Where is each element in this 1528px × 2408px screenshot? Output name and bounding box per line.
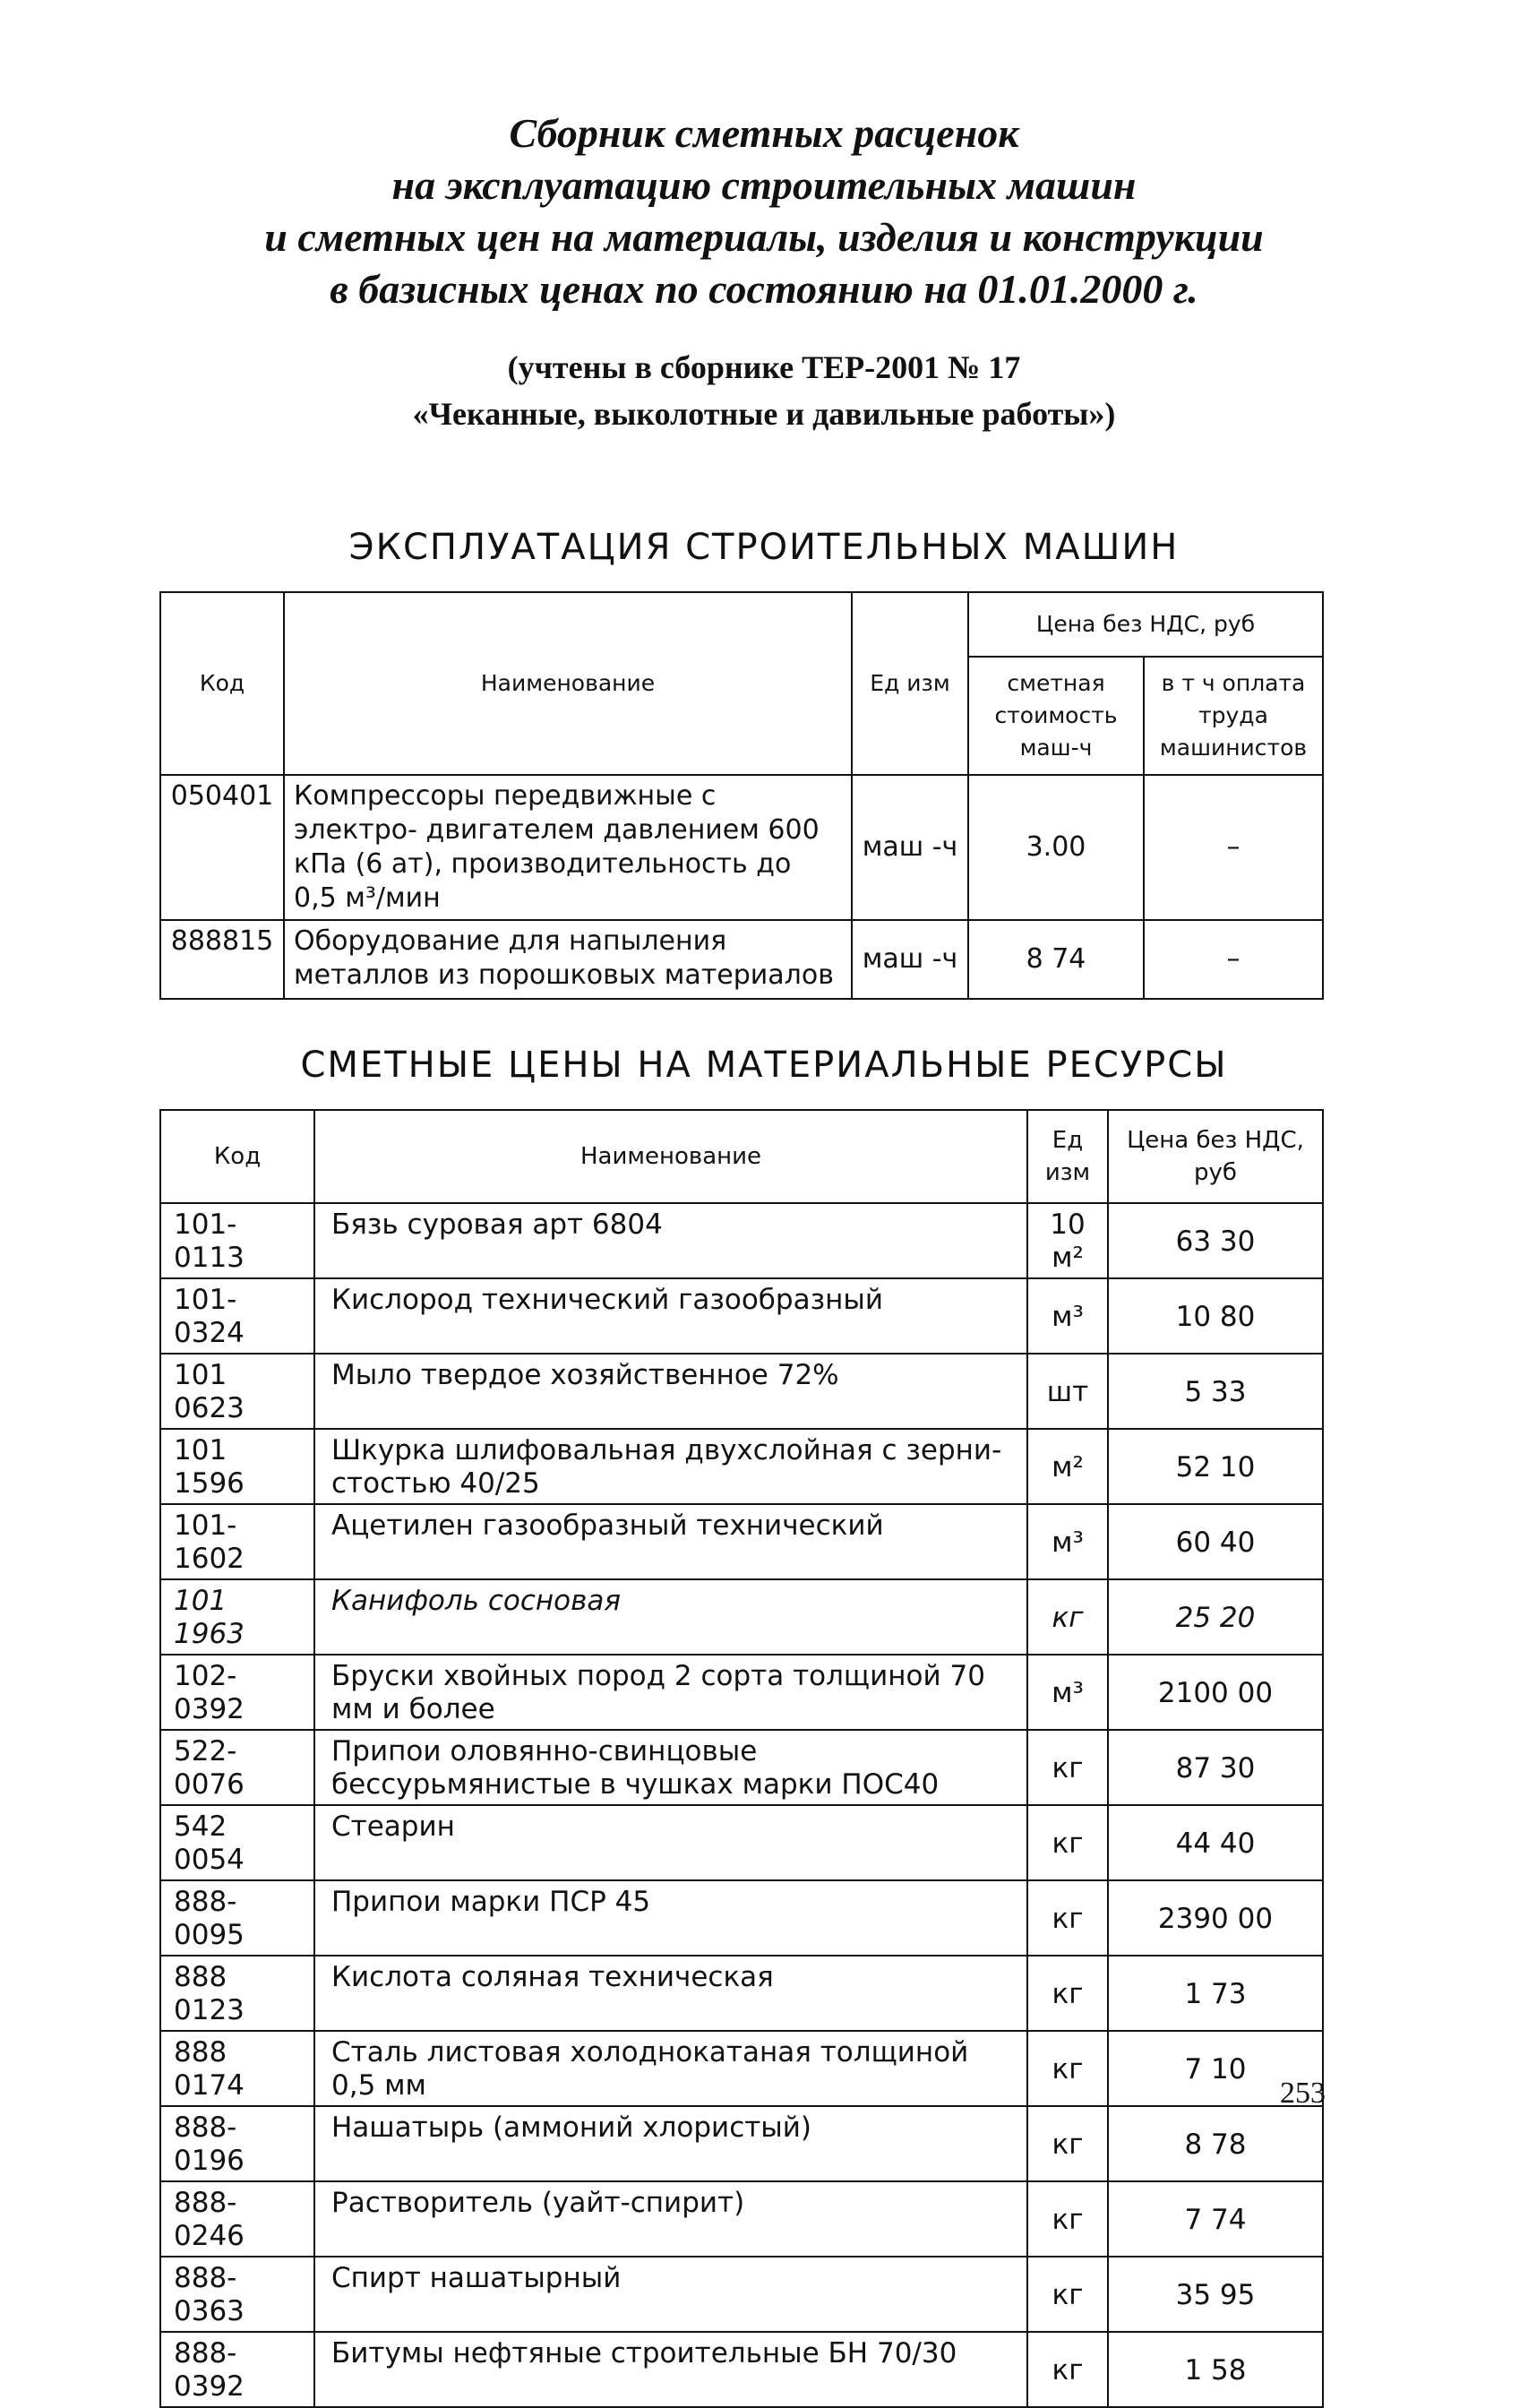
header-code: Код <box>160 1110 314 1203</box>
table-row <box>160 1655 1323 1730</box>
header-wage: в т ч оплата труда машинистов <box>1144 657 1323 775</box>
title-line: в базисных ценах по состоянию на 01.01.2000 г. <box>330 266 1198 312</box>
row-code: 101 1963 <box>160 1579 314 1655</box>
row-unit: кг <box>1027 1730 1108 1805</box>
table-row <box>160 2332 1323 2407</box>
row-code: 888-0095 <box>160 1880 314 1956</box>
row-price: 1 58 <box>1108 2332 1323 2407</box>
row-code: 102-0392 <box>160 1655 314 1730</box>
row-price: 1 73 <box>1108 1956 1323 2031</box>
title-line: Сборник сметных расценок <box>509 110 1019 156</box>
row-code: 542 0054 <box>160 1805 314 1880</box>
row-name: Битумы нефтяные строительные БН 70/30 <box>314 2332 1027 2407</box>
header-cost: сметная стоимость маш-ч <box>968 657 1144 775</box>
row-name: Бязь суровая арт 6804 <box>314 1203 1027 1278</box>
row-unit: м³ <box>1027 1278 1108 1354</box>
materials-heading: СМЕТНЫЕ ЦЕНЫ НА МАТЕРИАЛЬНЫЕ РЕСУРСЫ <box>300 1045 1228 1086</box>
row-name: Растворитель (уайт-спирит) <box>314 2181 1027 2257</box>
row-name: Ацетилен газообразный технический <box>314 1504 1027 1579</box>
row-unit: кг <box>1027 2181 1108 2257</box>
table-row <box>160 2031 1323 2106</box>
header-unit: Ед изм <box>852 592 968 775</box>
row-unit: м³ <box>1027 1504 1108 1579</box>
row-code: 101 1596 <box>160 1429 314 1504</box>
table-row <box>160 1579 1323 1655</box>
row-code: 888-0196 <box>160 2106 314 2181</box>
row-unit: маш -ч <box>852 775 968 920</box>
row-name: Сталь листовая холоднокатаная толщиной 0,5 мм <box>314 2031 1027 2106</box>
table-row <box>160 920 1323 999</box>
row-name: Канифоль сосновая <box>314 1579 1027 1655</box>
row-name: Оборудование для напыления металлов из порошковых материалов <box>284 920 852 999</box>
row-name: Кислота соляная техническая <box>314 1956 1027 2031</box>
row-unit: кг <box>1027 1956 1108 2031</box>
machines-table <box>159 591 1324 1000</box>
row-code: 050401 <box>160 775 284 920</box>
row-price: 35 95 <box>1108 2257 1323 2332</box>
document-title <box>0 108 1528 315</box>
row-unit: м³ <box>1027 1655 1108 1730</box>
row-unit: м² <box>1027 1429 1108 1504</box>
row-wage: – <box>1144 920 1323 999</box>
row-unit: маш -ч <box>852 920 968 999</box>
row-unit: кг <box>1027 2332 1108 2407</box>
subtitle-line: «Чеканные, выколотные и давильные работы») <box>412 396 1116 432</box>
row-code: 101-1602 <box>160 1504 314 1579</box>
row-price: 63 30 <box>1108 1203 1323 1278</box>
header-name: Наименование <box>314 1110 1027 1203</box>
row-unit: 10 м² <box>1027 1203 1108 1278</box>
header-name: Наименование <box>284 592 852 775</box>
table-row <box>160 1504 1323 1579</box>
row-unit: кг <box>1027 1579 1108 1655</box>
row-name: Мыло твердое хозяйственное 72% <box>314 1354 1027 1429</box>
title-line: на эксплуатацию строительных машин <box>391 162 1137 208</box>
document-subtitle <box>0 344 1528 437</box>
table-row <box>160 2106 1323 2181</box>
row-name: Кислород технический газообразный <box>314 1278 1027 1354</box>
table-row <box>160 1203 1323 1278</box>
row-price: 60 40 <box>1108 1504 1323 1579</box>
row-code: 888 0174 <box>160 2031 314 2106</box>
table-row <box>160 2181 1323 2257</box>
row-wage: – <box>1144 775 1323 920</box>
row-name: Нашатырь (аммоний хлористый) <box>314 2106 1027 2181</box>
table-row <box>160 1429 1323 1504</box>
table-row <box>160 1805 1323 1880</box>
row-unit: кг <box>1027 2257 1108 2332</box>
table-row <box>160 2257 1323 2332</box>
page-number: 253 <box>1280 2077 1326 2110</box>
row-code: 888-0246 <box>160 2181 314 2257</box>
row-price: 7 10 <box>1108 2031 1323 2106</box>
table-row <box>160 1956 1323 2031</box>
table-row <box>160 1730 1323 1805</box>
row-price: 8 78 <box>1108 2106 1323 2181</box>
row-code: 101-0113 <box>160 1203 314 1278</box>
row-price: 5 33 <box>1108 1354 1323 1429</box>
machines-heading: ЭКСПЛУАТАЦИЯ СТРОИТЕЛЬНЫХ МАШИН <box>348 527 1180 568</box>
row-unit: кг <box>1027 1805 1108 1880</box>
row-cost: 8 74 <box>968 920 1144 999</box>
row-name: Припои марки ПСР 45 <box>314 1880 1027 1956</box>
row-name: Шкурка шлифовальная двухслойная с зерни- стостью 40/25 <box>314 1429 1027 1504</box>
row-unit: кг <box>1027 2106 1108 2181</box>
row-unit: кг <box>1027 1880 1108 1956</box>
row-code: 101-0324 <box>160 1278 314 1354</box>
row-price: 2100 00 <box>1108 1655 1323 1730</box>
table-row <box>160 1354 1323 1429</box>
row-price: 10 80 <box>1108 1278 1323 1354</box>
row-name: Бруски хвойных пород 2 сорта толщиной 70 мм и более <box>314 1655 1027 1730</box>
machines-table-body <box>160 775 1323 999</box>
header-unit: Ед изм <box>1027 1110 1108 1203</box>
row-name: Припои оловянно-свинцовые бессурьмянистые в чушках марки ПОС40 <box>314 1730 1027 1805</box>
table-row <box>160 1278 1323 1354</box>
row-cost: 3.00 <box>968 775 1144 920</box>
row-code: 888815 <box>160 920 284 999</box>
header-price-group: Цена без НДС, руб <box>968 592 1323 657</box>
materials-table <box>159 1109 1324 2408</box>
row-unit: кг <box>1027 2031 1108 2106</box>
header-code: Код <box>160 592 284 775</box>
row-code: 101 0623 <box>160 1354 314 1429</box>
row-name: Стеарин <box>314 1805 1027 1880</box>
row-unit: шт <box>1027 1354 1108 1429</box>
row-price: 87 30 <box>1108 1730 1323 1805</box>
row-name: Спирт нашатырный <box>314 2257 1027 2332</box>
header-price: Цена без НДС, руб <box>1108 1110 1323 1203</box>
materials-table-body <box>160 1203 1323 2407</box>
table-row <box>160 1880 1323 1956</box>
row-price: 7 74 <box>1108 2181 1323 2257</box>
row-price: 52 10 <box>1108 1429 1323 1504</box>
row-code: 888-0392 <box>160 2332 314 2407</box>
table-row <box>160 775 1323 920</box>
row-code: 522-0076 <box>160 1730 314 1805</box>
row-price: 2390 00 <box>1108 1880 1323 1956</box>
title-line: и сметных цен на материалы, изделия и конструкции <box>264 214 1264 260</box>
row-price: 25 20 <box>1108 1579 1323 1655</box>
row-name: Компрессоры передвижные с электро- двигателем давлением 600 кПа (6 ат), производительность до 0,5 м³/мин <box>284 775 852 920</box>
row-price: 44 40 <box>1108 1805 1323 1880</box>
subtitle-line: (учтены в сборнике ТЕР-2001 № 17 <box>507 349 1021 385</box>
row-code: 888-0363 <box>160 2257 314 2332</box>
row-code: 888 0123 <box>160 1956 314 2031</box>
